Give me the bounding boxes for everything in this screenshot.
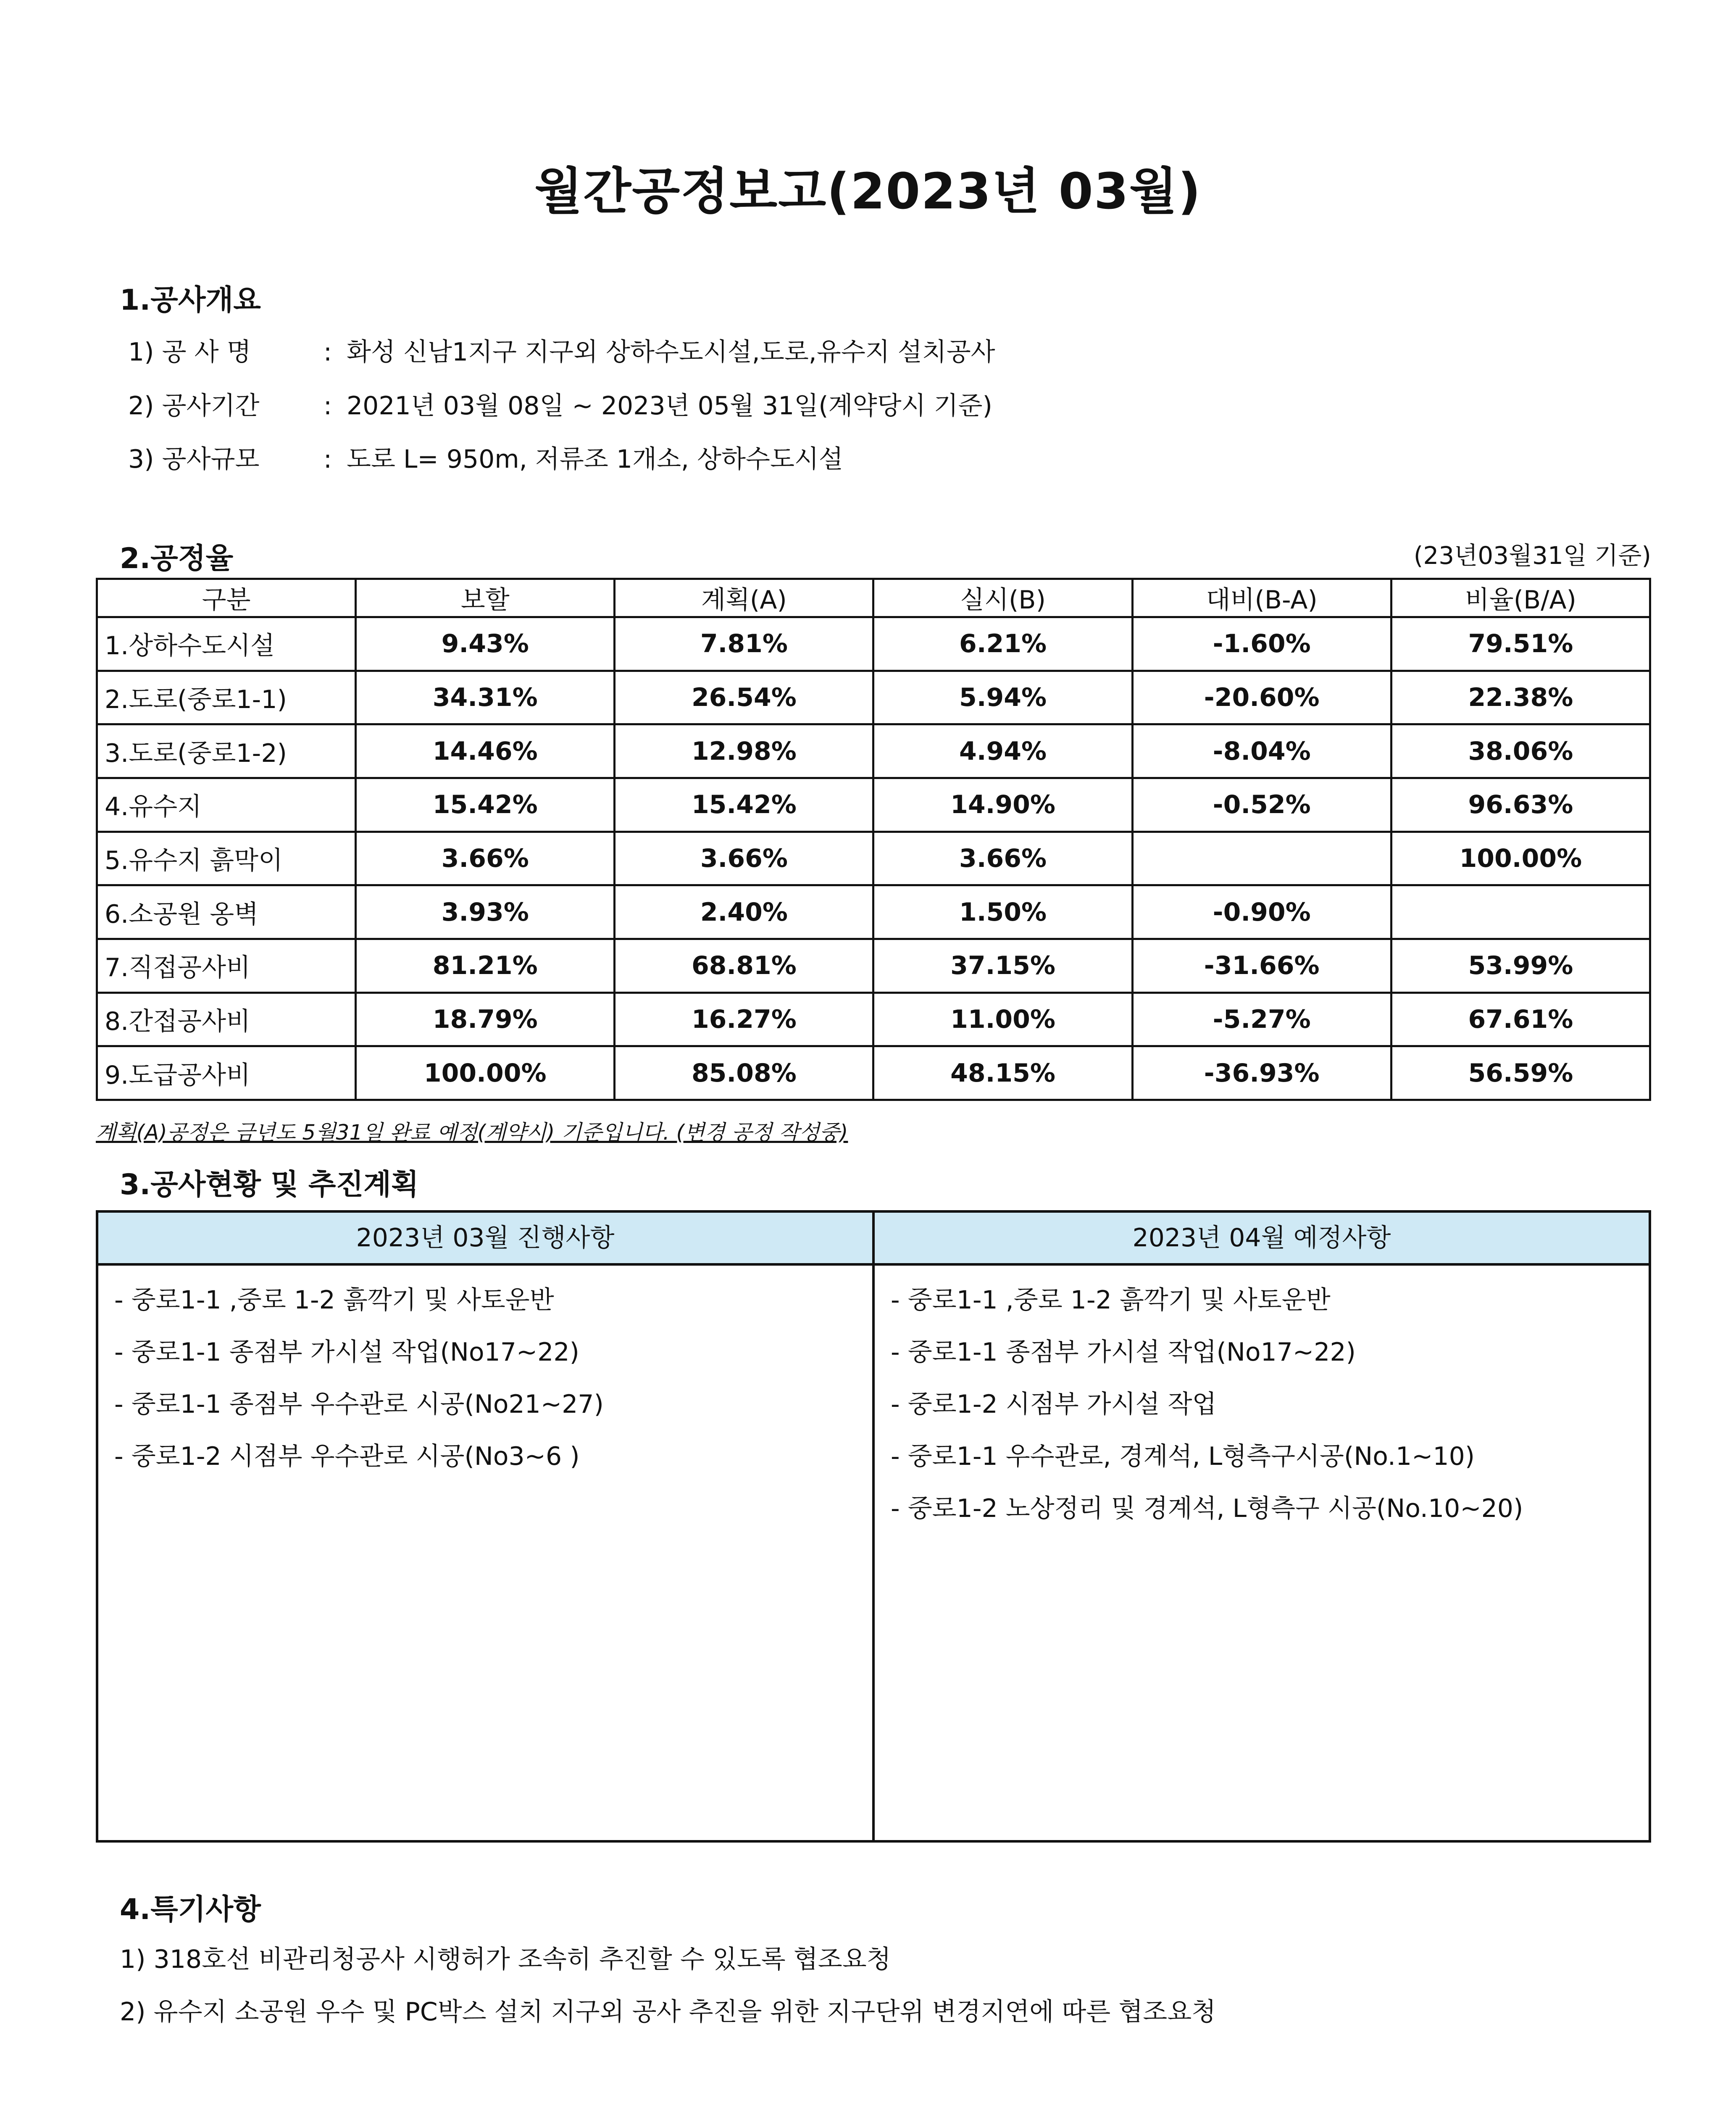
list-item: - 중로1-1 우수관로, 경계석, L형측구시공(No.1~10) [891, 1442, 1475, 1471]
table-cell: 53.99% [1391, 939, 1650, 993]
table-cell: 18.79% [356, 993, 615, 1046]
current-month-column [98, 1213, 872, 1840]
table-row [97, 993, 1650, 1046]
table-cell: 16.27% [615, 993, 873, 1046]
table-cell: 37.15% [873, 939, 1132, 993]
list-item: - 중로1-1 종점부 가시설 작업(No17~22) [114, 1337, 579, 1367]
overview-item-scale [128, 439, 843, 475]
page-title: 월간공정보고(2023년 03월) [534, 162, 1202, 220]
table-cell: 56.59% [1391, 1046, 1650, 1100]
overview-sep: : [323, 445, 332, 474]
table-cell: 2.40% [615, 885, 873, 939]
special-item: 1) 318호선 비관리청공사 시행허가 조속히 추진할 수 있도록 협조요청 [120, 1945, 891, 1974]
overview-heading: 1.공사개요 [120, 284, 261, 317]
table-row [97, 671, 1650, 724]
overview-value: 화성 신남1지구 지구외 상하수도시설,도로,유수지 설치공사 [347, 337, 995, 367]
col-header-weight: 보할 [356, 579, 615, 617]
table-cell: 68.81% [615, 939, 873, 993]
table-cell: 5.94% [873, 671, 1132, 724]
table-row [97, 832, 1650, 885]
next-month-column [872, 1213, 1649, 1840]
table-cell: -36.93% [1132, 1046, 1391, 1100]
list-item: - 중로1-1 ,중로 1-2 흙깍기 및 사토운반 [891, 1285, 1331, 1315]
table-cell: 11.00% [873, 993, 1132, 1046]
table-cell: 6.소공원 옹벽 [97, 885, 356, 939]
special-item: 2) 유수지 소공원 우수 및 PC박스 설치 지구외 공사 추진을 위한 지구단위 변경지연에 따른 협조요청 [120, 1997, 1216, 2027]
table-row [97, 617, 1650, 671]
status-heading: 3.공사현황 및 추진계획 [120, 1168, 419, 1201]
current-month-title: 2023년 03월 진행사항 [98, 1213, 872, 1266]
list-item: - 중로1-1 종점부 가시설 작업(No17~22) [891, 1337, 1356, 1367]
progress-table [96, 578, 1651, 1101]
table-cell: 3.66% [873, 832, 1132, 885]
table-cell: 34.31% [356, 671, 615, 724]
table-cell: 4.유수지 [97, 778, 356, 832]
list-item: - 중로1-1 ,중로 1-2 흙깍기 및 사토운반 [114, 1285, 554, 1315]
overview-value: 도로 L= 950m, 저류조 1개소, 상하수도시설 [347, 445, 843, 474]
col-header-category: 구분 [97, 579, 356, 617]
table-cell: 100.00% [1391, 832, 1650, 885]
overview-sep: : [323, 337, 332, 367]
next-month-list [875, 1266, 1649, 1535]
table-cell: 14.46% [356, 724, 615, 778]
table-cell: 26.54% [615, 671, 873, 724]
special-heading: 4.특기사항 [120, 1893, 261, 1926]
status-panel [96, 1210, 1651, 1843]
next-month-title: 2023년 04월 예정사항 [875, 1213, 1649, 1266]
list-item: - 중로1-2 시점부 우수관로 시공(No3~6 ) [114, 1442, 580, 1471]
table-cell: -1.60% [1132, 617, 1391, 671]
table-cell: 5.유수지 흙막이 [97, 832, 356, 885]
table-cell: 7.81% [615, 617, 873, 671]
table-cell: 48.15% [873, 1046, 1132, 1100]
table-cell: -0.90% [1132, 885, 1391, 939]
table-cell: 7.직접공사비 [97, 939, 356, 993]
table-cell: 85.08% [615, 1046, 873, 1100]
table-cell: 100.00% [356, 1046, 615, 1100]
table-cell: 15.42% [615, 778, 873, 832]
table-cell: -8.04% [1132, 724, 1391, 778]
table-cell: 22.38% [1391, 671, 1650, 724]
table-cell: 67.61% [1391, 993, 1650, 1046]
overview-label: 2) 공사기간 [128, 391, 260, 421]
table-cell: 79.51% [1391, 617, 1650, 671]
table-cell: 15.42% [356, 778, 615, 832]
table-cell: 3.66% [356, 832, 615, 885]
overview-item-name [128, 332, 995, 368]
table-header-row [97, 579, 1650, 617]
progress-note: 계획(A)공정은 금년도 5월31일 완료 예정(계약시) 기준입니다. (변경 공정 작성중) [96, 1120, 848, 1145]
table-row [97, 724, 1650, 778]
col-header-plan: 계획(A) [615, 579, 873, 617]
table-cell: 38.06% [1391, 724, 1650, 778]
table-row [97, 1046, 1650, 1100]
table-cell: 9.도급공사비 [97, 1046, 356, 1100]
table-cell: -31.66% [1132, 939, 1391, 993]
overview-label: 1) 공 사 명 [128, 337, 251, 367]
table-cell: 3.93% [356, 885, 615, 939]
table-cell: 3.66% [615, 832, 873, 885]
overview-label: 3) 공사규모 [128, 445, 260, 474]
list-item: - 중로1-1 종점부 우수관로 시공(No21~27) [114, 1390, 604, 1419]
table-cell: 1.상하수도시설 [97, 617, 356, 671]
progress-heading: 2.공정율 [120, 542, 234, 575]
table-cell: 3.도로(중로1-2) [97, 724, 356, 778]
table-cell: 9.43% [356, 617, 615, 671]
list-item: - 중로1-2 시점부 가시설 작업 [891, 1390, 1217, 1419]
table-cell [1391, 885, 1650, 939]
progress-basis-date: (23년03월31일 기준) [1413, 541, 1651, 570]
table-row [97, 885, 1650, 939]
table-cell: 96.63% [1391, 778, 1650, 832]
table-cell: -20.60% [1132, 671, 1391, 724]
current-month-list [98, 1266, 872, 1482]
table-cell: 4.94% [873, 724, 1132, 778]
overview-sep: : [323, 391, 332, 421]
table-cell: 2.도로(중로1-1) [97, 671, 356, 724]
table-row [97, 778, 1650, 832]
table-row [97, 939, 1650, 993]
table-cell: 14.90% [873, 778, 1132, 832]
table-cell: 1.50% [873, 885, 1132, 939]
overview-value: 2021년 03월 08일 ~ 2023년 05월 31일(계약당시 기준) [347, 391, 992, 421]
table-cell: 6.21% [873, 617, 1132, 671]
table-cell: -5.27% [1132, 993, 1391, 1046]
table-cell: 12.98% [615, 724, 873, 778]
col-header-ratio: 비율(B/A) [1391, 579, 1650, 617]
col-header-difference: 대비(B-A) [1132, 579, 1391, 617]
table-cell: 81.21% [356, 939, 615, 993]
table-cell [1132, 832, 1391, 885]
table-cell: 8.간접공사비 [97, 993, 356, 1046]
col-header-actual: 실시(B) [873, 579, 1132, 617]
table-cell: -0.52% [1132, 778, 1391, 832]
list-item: - 중로1-2 노상정리 및 경계석, L형측구 시공(No.10~20) [891, 1494, 1523, 1523]
overview-item-period [128, 386, 992, 422]
